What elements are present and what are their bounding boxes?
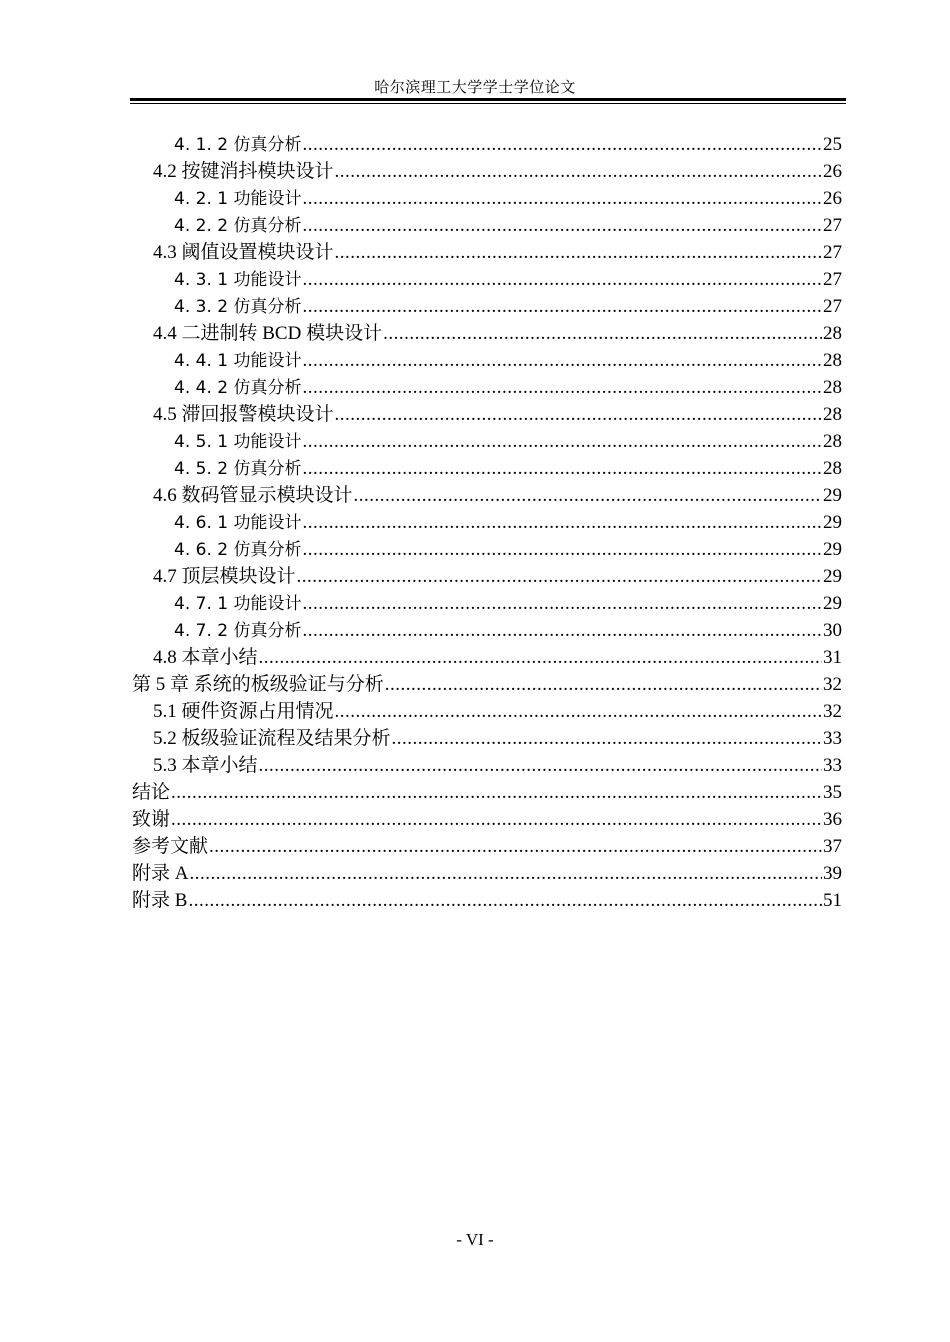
toc-entry-title: 4.4 二进制转 BCD 模块设计	[153, 323, 383, 344]
dot-leader	[335, 158, 822, 185]
toc-entry-page: 35	[823, 782, 842, 803]
toc-entry-page: 28	[823, 350, 842, 371]
toc-entry-title: 4.8 本章小结	[153, 647, 258, 668]
toc-entry-page: 29	[823, 566, 842, 587]
dot-leader	[302, 590, 822, 617]
toc-entry-title: 4.2 按键消抖模块设计	[153, 161, 334, 182]
dot-leader	[335, 401, 822, 428]
dot-leader	[302, 374, 822, 401]
dot-leader	[335, 239, 822, 266]
toc-entry-title: 4.6 数码管显示模块设计	[153, 485, 353, 506]
toc-entry-title: 4. 6. 1 功能设计	[174, 513, 302, 533]
dot-leader	[302, 212, 822, 239]
dot-leader	[302, 536, 822, 563]
toc-entry[interactable]	[132, 833, 842, 860]
toc-entry-title: 4. 1. 2 仿真分析	[174, 135, 302, 155]
toc-entry-page: 39	[823, 863, 842, 884]
toc-entry-page: 26	[823, 161, 842, 182]
dot-leader	[188, 887, 822, 914]
toc-entry-page: 30	[823, 620, 842, 641]
toc-entry[interactable]	[132, 698, 842, 725]
toc-entry[interactable]	[132, 374, 842, 401]
dot-leader	[302, 266, 822, 293]
toc-entry-page: 27	[823, 269, 842, 290]
dot-leader	[302, 293, 822, 320]
dot-leader	[297, 563, 822, 590]
toc-entry-page: 51	[823, 890, 842, 911]
page-number-footer: - VI -	[456, 1230, 494, 1249]
toc-entry-page: 28	[823, 404, 842, 425]
toc-entry-title: 5.1 硬件资源占用情况	[153, 701, 334, 722]
dot-leader	[385, 671, 822, 698]
dot-leader	[335, 698, 822, 725]
header-rule-thin	[130, 103, 846, 104]
dot-leader	[259, 644, 822, 671]
dot-leader	[302, 185, 822, 212]
toc-entry-page: 29	[823, 485, 842, 506]
dot-leader	[302, 347, 822, 374]
toc-entry[interactable]	[132, 185, 842, 212]
dot-leader	[302, 509, 822, 536]
toc-entry-page: 33	[823, 728, 842, 749]
toc-entry[interactable]	[132, 293, 842, 320]
toc-entry-title: 4. 2. 2 仿真分析	[174, 216, 302, 236]
dot-leader	[392, 725, 822, 752]
page-header-title: 哈尔滨理工大学学士学位论文	[374, 80, 576, 96]
header-rule-thick	[130, 98, 846, 101]
toc-entry-title: 致谢	[132, 809, 171, 830]
toc-entry[interactable]	[132, 563, 842, 590]
toc-entry-title: 附录 A	[132, 863, 189, 884]
toc-entry[interactable]	[132, 617, 842, 644]
toc-entry-page: 32	[823, 701, 842, 722]
toc-entry-page: 27	[823, 296, 842, 317]
dot-leader	[302, 131, 822, 158]
toc-entry-title: 4. 7. 2 仿真分析	[174, 621, 302, 641]
toc-entry[interactable]	[132, 860, 842, 887]
toc-entry-page: 28	[823, 431, 842, 452]
toc-entry[interactable]	[132, 455, 842, 482]
toc-entry[interactable]	[132, 131, 842, 158]
toc-entry-page: 36	[823, 809, 842, 830]
table-of-contents	[132, 131, 842, 914]
toc-entry[interactable]	[132, 401, 842, 428]
dot-leader	[354, 482, 822, 509]
toc-entry-title: 4. 7. 1 功能设计	[174, 594, 302, 614]
toc-entry-title: 4.7 顶层模块设计	[153, 566, 296, 587]
toc-entry-title: 4.5 滞回报警模块设计	[153, 404, 334, 425]
toc-entry[interactable]	[132, 536, 842, 563]
toc-entry[interactable]	[132, 266, 842, 293]
toc-entry-title: 4. 3. 1 功能设计	[174, 270, 302, 290]
toc-entry[interactable]	[132, 752, 842, 779]
toc-entry-page: 27	[823, 215, 842, 236]
toc-entry-page: 32	[823, 674, 842, 695]
toc-entry[interactable]	[132, 158, 842, 185]
toc-entry[interactable]	[132, 320, 842, 347]
toc-entry[interactable]	[132, 806, 842, 833]
toc-entry[interactable]	[132, 644, 842, 671]
toc-entry[interactable]	[132, 887, 842, 914]
toc-entry-title: 4. 4. 2 仿真分析	[174, 378, 302, 398]
toc-entry-page: 28	[823, 377, 842, 398]
dot-leader	[209, 833, 822, 860]
toc-entry[interactable]	[132, 779, 842, 806]
toc-entry[interactable]	[132, 725, 842, 752]
toc-entry-page: 26	[823, 188, 842, 209]
toc-entry-title: 5.2 板级验证流程及结果分析	[153, 728, 391, 749]
toc-entry-title: 参考文献	[132, 836, 209, 857]
toc-entry-title: 结论	[132, 782, 171, 803]
toc-entry-page: 27	[823, 242, 842, 263]
toc-entry-title: 第 5 章 系统的板级验证与分析	[132, 674, 384, 695]
toc-entry-page: 25	[823, 134, 842, 155]
toc-entry[interactable]	[132, 509, 842, 536]
toc-entry[interactable]	[132, 671, 842, 698]
dot-leader	[302, 617, 822, 644]
toc-entry-page: 37	[823, 836, 842, 857]
toc-entry[interactable]	[132, 212, 842, 239]
toc-entry-title: 4. 2. 1 功能设计	[174, 189, 302, 209]
toc-entry[interactable]	[132, 482, 842, 509]
toc-entry[interactable]	[132, 428, 842, 455]
dot-leader	[302, 455, 822, 482]
toc-entry-title: 4. 4. 1 功能设计	[174, 351, 302, 371]
toc-entry[interactable]	[132, 347, 842, 374]
toc-entry-page: 28	[823, 458, 842, 479]
dot-leader	[171, 779, 822, 806]
toc-entry-page: 29	[823, 593, 842, 614]
dot-leader	[383, 320, 822, 347]
toc-entry-page: 29	[823, 512, 842, 533]
toc-entry-title: 4. 3. 2 仿真分析	[174, 297, 302, 317]
dot-leader	[189, 860, 822, 887]
toc-entry-page: 29	[823, 539, 842, 560]
dot-leader	[171, 806, 822, 833]
toc-entry-page: 28	[823, 323, 842, 344]
toc-entry-page: 33	[823, 755, 842, 776]
toc-entry-page: 31	[823, 647, 842, 668]
toc-entry-title: 4.3 阈值设置模块设计	[153, 242, 334, 263]
toc-entry-title: 5.3 本章小结	[153, 755, 258, 776]
toc-entry[interactable]	[132, 239, 842, 266]
dot-leader	[302, 428, 822, 455]
toc-entry-title: 附录 B	[132, 890, 188, 911]
dot-leader	[259, 752, 822, 779]
toc-entry-title: 4. 6. 2 仿真分析	[174, 540, 302, 560]
toc-entry-title: 4. 5. 2 仿真分析	[174, 459, 302, 479]
toc-entry-title: 4. 5. 1 功能设计	[174, 432, 302, 452]
toc-entry[interactable]	[132, 590, 842, 617]
